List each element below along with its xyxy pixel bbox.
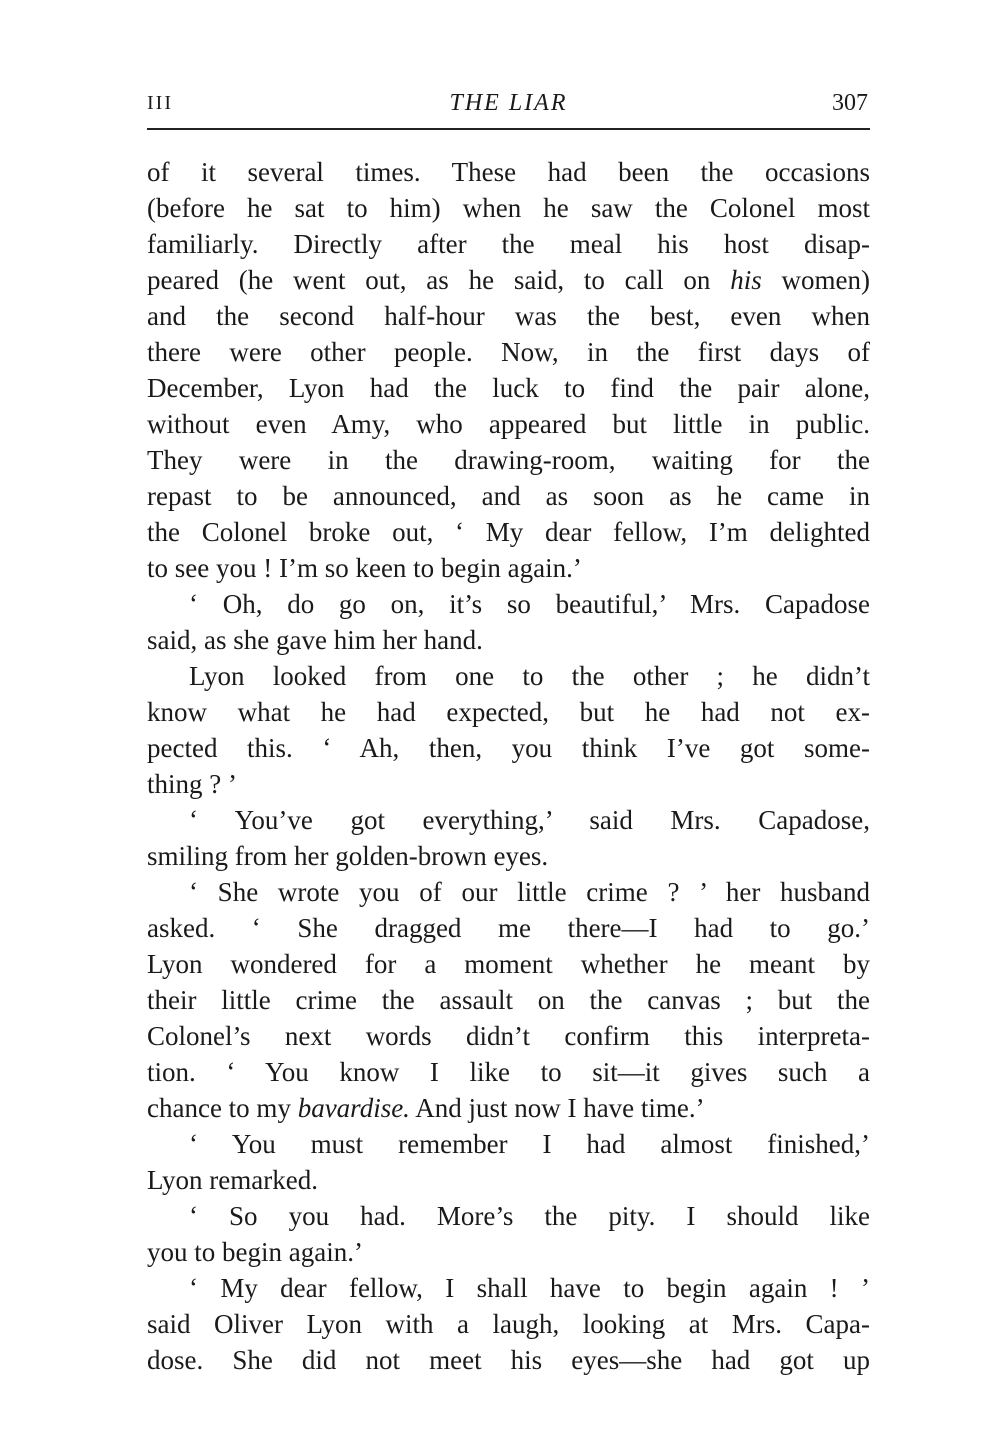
running-title: THE LIAR: [449, 90, 568, 116]
body-text: [147, 154, 870, 1378]
text-line: Lyon looked from one to the other ; he didn’t: [189, 661, 870, 691]
text-line: said Oliver Lyon with a laugh, looking at Mrs. Capa-: [147, 1309, 870, 1339]
text-line: of it several times. These had been the occasions: [147, 157, 870, 187]
text-line: (before he sat to him) when he saw the Colonel most: [147, 193, 870, 223]
text-line: [147, 262, 870, 298]
text-line: thing ? ’: [147, 769, 237, 799]
italic-word: bavardise.: [297, 1093, 410, 1123]
text-line: ‘ You must remember I had almost finished,’: [189, 1129, 870, 1159]
text-line: know what he had expected, but he had not ex-: [147, 697, 870, 727]
text-run: peared (he went out, as he said, to call on: [147, 265, 731, 295]
text-run: women): [761, 265, 870, 295]
text-line: Lyon remarked.: [147, 1165, 318, 1195]
text-line: smiling from her golden-brown eyes.: [147, 841, 549, 871]
text-line: ‘ You’ve got everything,’ said Mrs. Capadose,: [189, 805, 870, 835]
text-line: ‘ She wrote you of our little crime ? ’ her husband: [189, 877, 870, 907]
text-line: repast to be announced, and as soon as he came in: [147, 481, 870, 511]
text-line: to see you ! I’m so keen to begin again.’: [147, 553, 582, 583]
text-line: there were other people. Now, in the first days of: [147, 337, 870, 367]
text-line: ‘ Oh, do go on, it’s so beautiful,’ Mrs. Capadose: [189, 589, 870, 619]
page-number: 307: [832, 90, 868, 116]
running-header: [147, 88, 870, 128]
text-line: tion. ‘ You know I like to sit—it gives such a: [147, 1057, 870, 1087]
text-line: Colonel’s next words didn’t confirm this interpreta-: [147, 1021, 870, 1051]
text-line: ‘ My dear fellow, I shall have to begin again ! ’: [189, 1273, 870, 1303]
text-line: [147, 1090, 870, 1126]
text-line: They were in the drawing-room, waiting for the: [147, 445, 870, 475]
text-line: Lyon wondered for a moment whether he meant by: [147, 949, 870, 979]
text-run: chance to my: [147, 1093, 298, 1123]
text-line: said, as she gave him her hand.: [147, 625, 483, 655]
text-line: the Colonel broke out, ‘ My dear fellow, I’m delighted: [147, 517, 870, 547]
text-line: and the second half-hour was the best, even when: [147, 301, 870, 331]
text-line: dose. She did not meet his eyes—she had got up: [147, 1345, 870, 1375]
text-run: And just now I have time.’: [409, 1093, 705, 1123]
text-line: pected this. ‘ Ah, then, you think I’ve got some-: [147, 733, 870, 763]
header-rule: [147, 128, 870, 130]
text-line: familiarly. Directly after the meal his host disap-: [147, 229, 870, 259]
text-line: asked. ‘ She dragged me there—I had to go.’: [147, 913, 870, 943]
text-line: you to begin again.’: [147, 1237, 363, 1267]
text-line: December, Lyon had the luck to find the pair alone,: [147, 373, 870, 403]
text-line: their little crime the assault on the canvas ; but the: [147, 985, 870, 1015]
section-number: III: [147, 92, 173, 114]
text-line: ‘ So you had. More’s the pity. I should like: [189, 1201, 870, 1231]
text-line: without even Amy, who appeared but little in public.: [147, 409, 870, 439]
italic-word: his: [730, 265, 762, 295]
